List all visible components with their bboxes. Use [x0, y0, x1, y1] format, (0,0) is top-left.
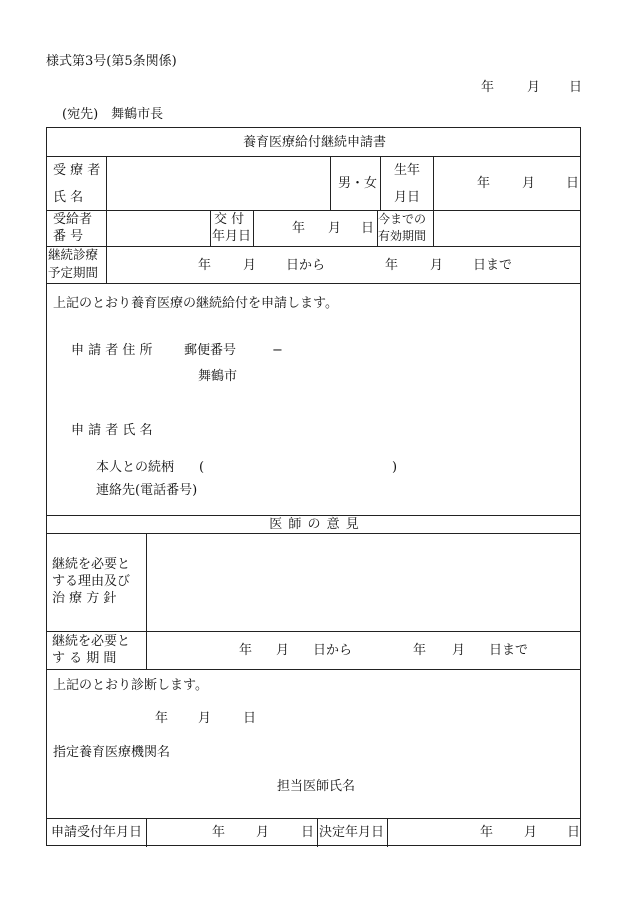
reason-label-line1: 継続を必要と: [52, 557, 131, 572]
application-form: [46, 127, 581, 846]
doctor-from-day: 日から: [313, 643, 353, 658]
doctor-section-title: 医 師 の 意 見: [269, 517, 360, 532]
period-to-month: 月: [430, 258, 444, 273]
birth-month: 月: [522, 176, 536, 191]
number-label-line2: 番 号: [53, 229, 84, 244]
period-from-month: 月: [243, 258, 257, 273]
received-date-label: 申請受付年月日: [51, 825, 143, 840]
birth-label-line1: 生年: [394, 163, 421, 178]
birth-day: 日: [566, 176, 580, 191]
period-from-day: 日から: [286, 258, 326, 273]
recipient-label-line2: 氏 名: [53, 190, 84, 205]
doctor-to-month: 月: [452, 643, 466, 658]
period-to-day: 日まで: [473, 258, 513, 273]
diagnosis-year: 年: [155, 711, 169, 726]
institution-label: 指定養育医療機関名: [53, 745, 171, 760]
diagnosis-statement: 上記のとおり診断します。: [53, 678, 208, 693]
city-label: 舞鶴市: [198, 369, 238, 384]
decision-date-label: 決定年月日: [319, 825, 385, 840]
birth-label-line2: 月日: [394, 190, 421, 205]
postal-code-label: 郵便番号: [184, 343, 237, 358]
relation-close-paren: ): [392, 460, 398, 475]
doctor-from-month: 月: [276, 643, 290, 658]
issue-year: 年: [292, 221, 306, 236]
period-to-year: 年: [385, 258, 399, 273]
doctor-name-label: 担当医師氏名: [277, 779, 356, 794]
received-month: 月: [256, 825, 270, 840]
issue-label-line1: 交 付: [214, 212, 245, 227]
diagnosis-month: 月: [198, 711, 212, 726]
valid-period-field[interactable]: [434, 211, 580, 245]
doctor-period-label-line1: 継続を必要と: [52, 634, 131, 649]
relation-field[interactable]: [209, 458, 389, 476]
doctor-period-label-line2: す る 期 間: [52, 651, 117, 666]
relation-open-paren: (: [199, 460, 205, 475]
relation-label: 本人との続柄: [96, 460, 175, 475]
addressee: (宛先) 舞鶴市長: [62, 107, 164, 122]
period-label-line2: 予定期間: [48, 265, 99, 280]
header-date-year: 年: [481, 80, 495, 95]
received-day: 日: [301, 825, 315, 840]
doctor-to-day: 日まで: [489, 643, 529, 658]
issue-label-line2: 年月日: [212, 229, 252, 244]
applicant-name-label: 申 請 者 氏 名: [71, 423, 153, 438]
applicant-address-label: 申 請 者 住 所: [71, 343, 153, 358]
recipient-label-line1: 受 療 者: [53, 163, 101, 178]
valid-label-line1: 今までの: [378, 212, 427, 226]
doctor-from-year: 年: [239, 643, 253, 658]
issue-month: 月: [328, 221, 342, 236]
reason-label-line2: する理由及び: [52, 574, 131, 589]
birth-year: 年: [477, 176, 491, 191]
sex-select[interactable]: 男・女: [338, 176, 378, 191]
recipient-name-field[interactable]: [107, 157, 329, 209]
header-date-month: 月: [527, 80, 541, 95]
decision-month: 月: [524, 825, 538, 840]
form-number: 様式第3号(第5条関係): [46, 54, 177, 69]
application-statement: 上記のとおり養育医療の継続給付を申請します。: [53, 296, 338, 311]
period-label-line1: 継続診療: [48, 247, 99, 262]
period-from-year: 年: [198, 258, 212, 273]
recipient-number-field[interactable]: [107, 211, 209, 245]
postal-code-field[interactable]: −: [272, 343, 283, 358]
reason-label-line3: 治 療 方 針: [52, 591, 117, 606]
contact-label: 連絡先(電話番号): [96, 483, 198, 498]
issue-day: 日: [361, 221, 375, 236]
header-date-day: 日: [569, 80, 583, 95]
diagnosis-day: 日: [243, 711, 257, 726]
decision-day: 日: [567, 825, 581, 840]
doctor-to-year: 年: [413, 643, 427, 658]
decision-year: 年: [480, 825, 494, 840]
form-title: 養育医療給付継続申請書: [242, 135, 386, 150]
received-year: 年: [212, 825, 226, 840]
number-label-line1: 受給者: [53, 212, 93, 227]
valid-label-line2: 有効期間: [378, 229, 427, 243]
reason-field[interactable]: [147, 534, 580, 630]
